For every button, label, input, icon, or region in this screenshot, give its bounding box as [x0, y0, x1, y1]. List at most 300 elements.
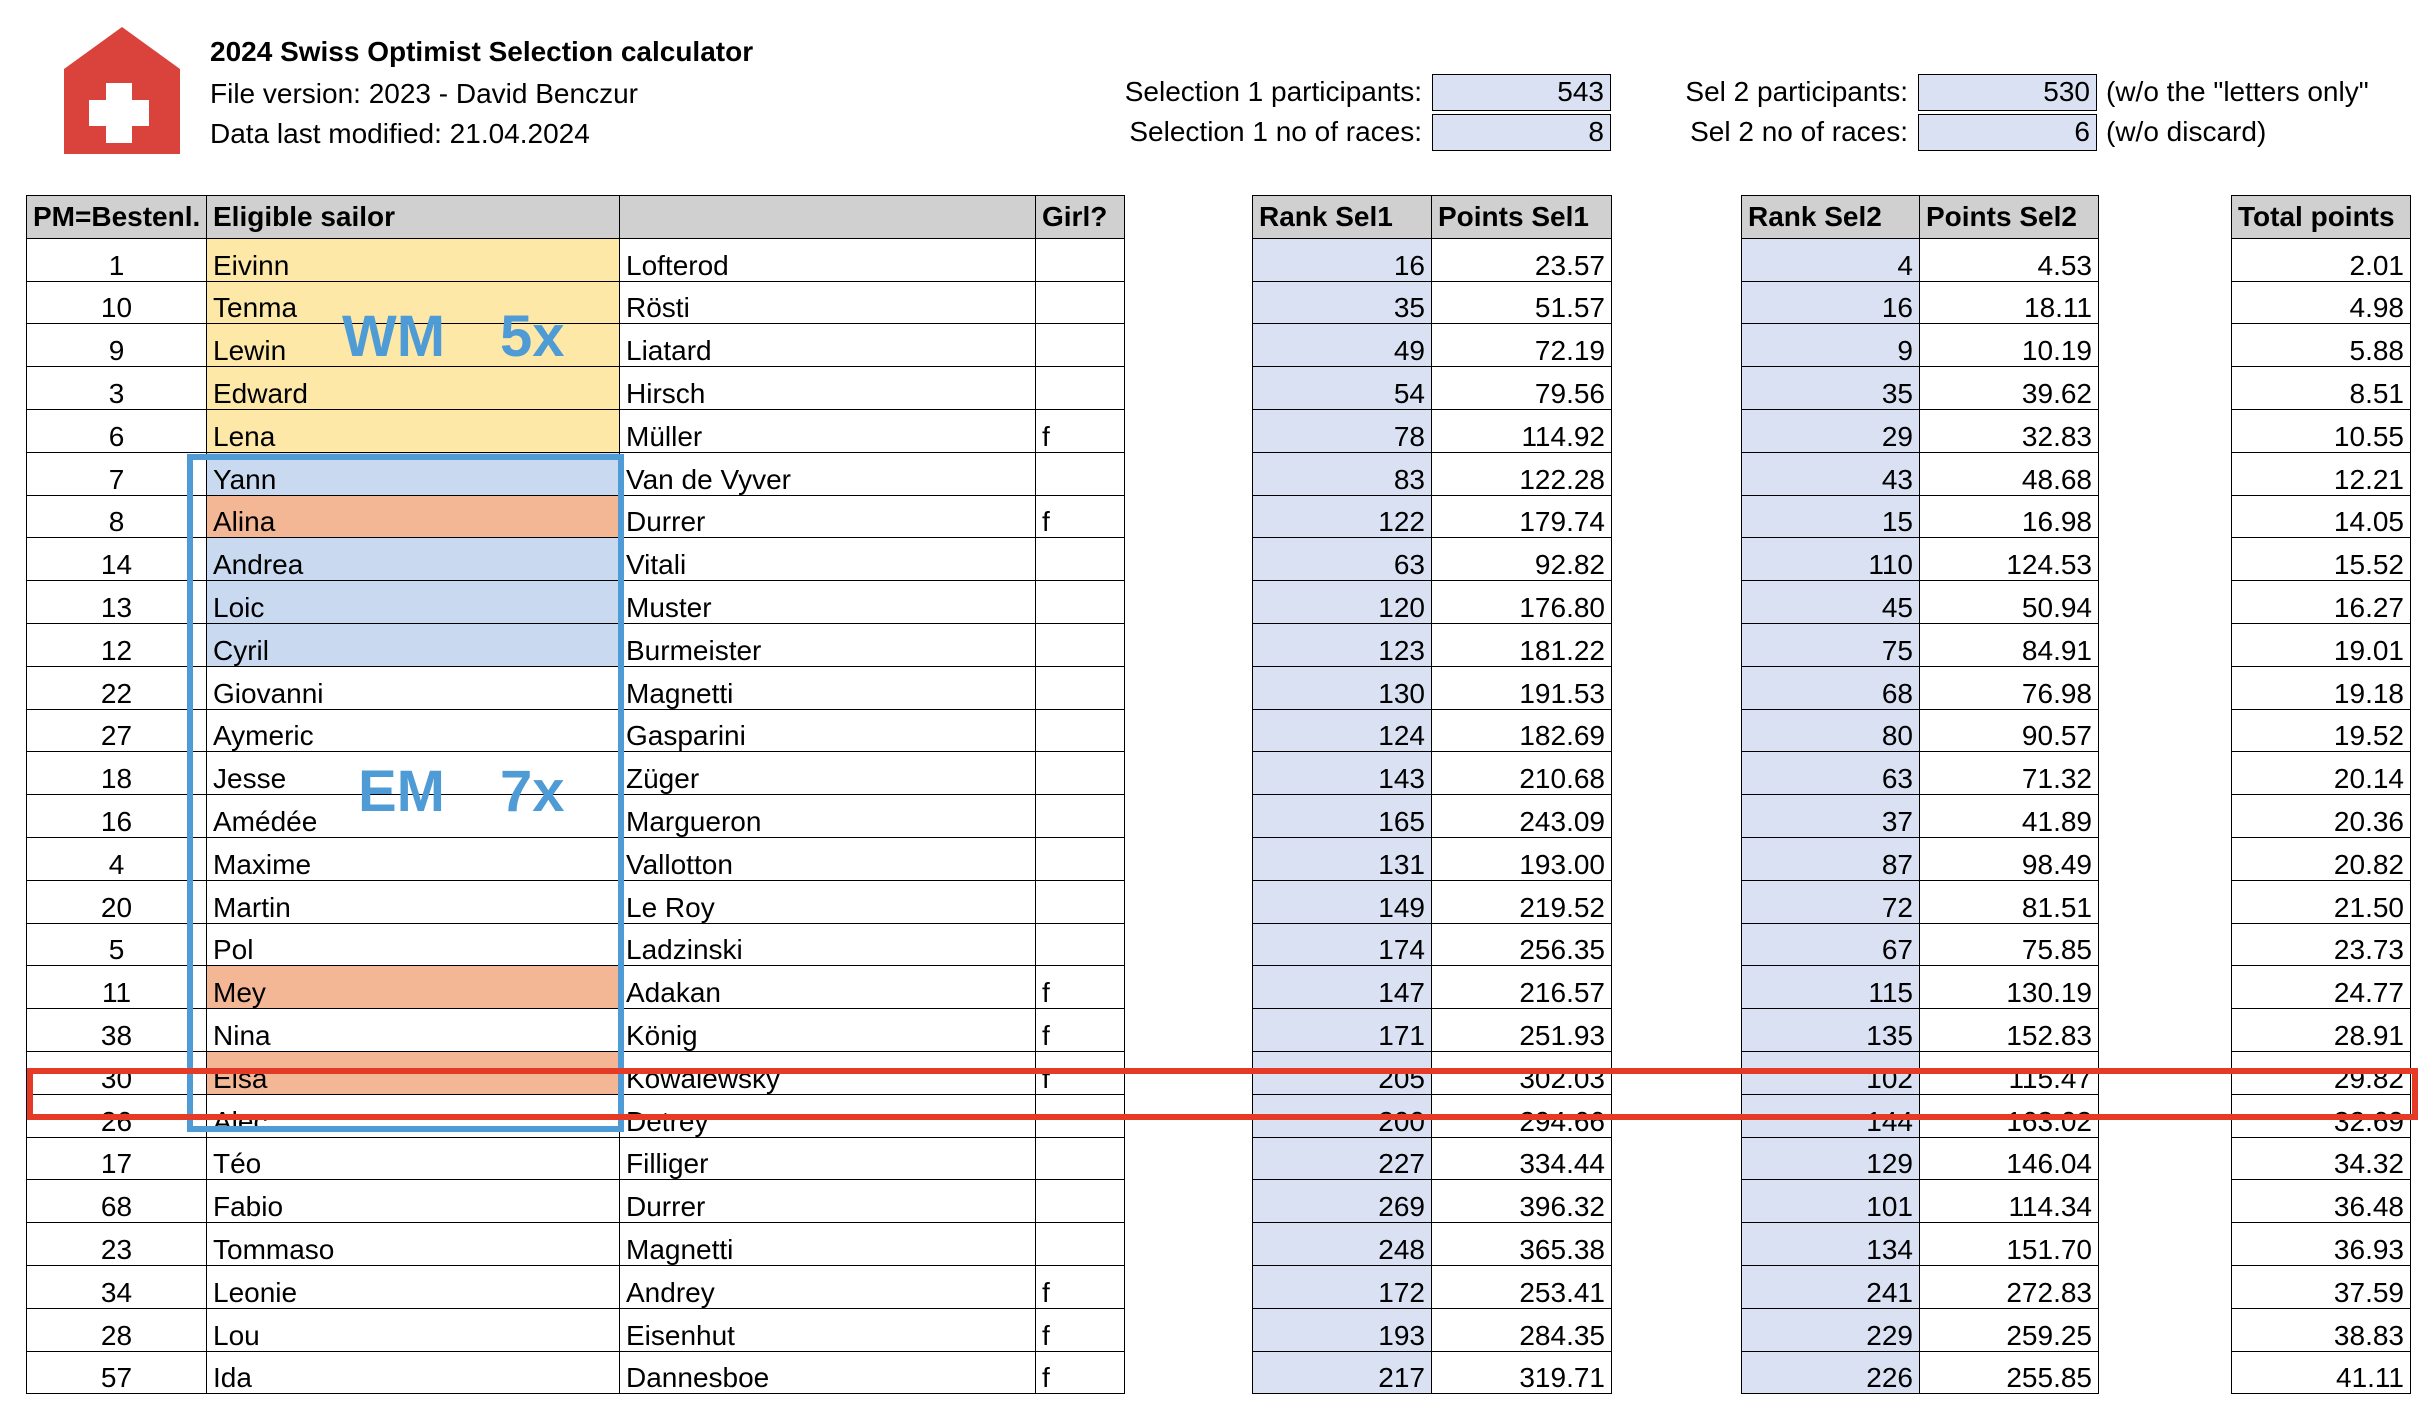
girl-cell[interactable] — [1036, 752, 1125, 795]
last-name-cell[interactable]: Andrey — [620, 1265, 1036, 1308]
points-sel2-cell[interactable]: 152.83 — [1920, 1009, 2099, 1052]
girl-cell[interactable] — [1036, 324, 1125, 367]
first-name-cell[interactable]: Yann — [207, 452, 620, 495]
total-points-cell[interactable]: 21.50 — [2232, 880, 2411, 923]
last-name-cell[interactable]: Magnetti — [620, 1223, 1036, 1266]
first-name-cell[interactable]: Martin — [207, 880, 620, 923]
girl-cell[interactable] — [1036, 880, 1125, 923]
girl-cell[interactable] — [1036, 923, 1125, 966]
total-points-cell[interactable]: 28.91 — [2232, 1009, 2411, 1052]
sel2-participants-label: Sel 2 participants: — [1685, 76, 1908, 107]
table-row — [1253, 923, 1612, 966]
rank-sel1-cell[interactable]: 131 — [1253, 837, 1432, 880]
points-sel2-cell[interactable]: 39.62 — [1920, 367, 2099, 410]
girl-cell[interactable]: f — [1036, 1308, 1125, 1351]
first-name-cell[interactable]: Maxime — [207, 837, 620, 880]
points-sel1-cell[interactable]: 365.38 — [1432, 1223, 1612, 1266]
header-points-sel1[interactable]: Points Sel1 — [1432, 196, 1612, 239]
last-name-cell[interactable]: Durrer — [620, 1180, 1036, 1223]
girl-cell[interactable] — [1036, 1180, 1125, 1223]
last-name-cell[interactable]: Vallotton — [620, 837, 1036, 880]
rank-sel2-cell[interactable]: 29 — [1742, 409, 1920, 452]
rank-sel2-cell[interactable]: 129 — [1742, 1137, 1920, 1180]
rank-sel1-cell[interactable]: 147 — [1253, 966, 1432, 1009]
total-points-cell[interactable]: 19.52 — [2232, 709, 2411, 752]
total-points-cell[interactable]: 29.82 — [2232, 1051, 2411, 1094]
points-sel2-cell[interactable]: 98.49 — [1920, 837, 2099, 880]
girl-cell[interactable]: f — [1036, 966, 1125, 1009]
table-row — [2232, 623, 2411, 666]
pm-cell[interactable]: 18 — [27, 752, 207, 795]
girl-cell[interactable] — [1036, 581, 1125, 624]
header-points-sel2[interactable]: Points Sel2 — [1920, 196, 2099, 239]
table-row — [2232, 837, 2411, 880]
last-name-cell[interactable]: Liatard — [620, 324, 1036, 367]
points-sel2-cell[interactable]: 76.98 — [1920, 666, 2099, 709]
pm-cell[interactable]: 10 — [27, 281, 207, 324]
first-name-cell[interactable]: Mey — [207, 966, 620, 1009]
pm-cell[interactable]: 27 — [27, 709, 207, 752]
table-row — [27, 367, 1125, 410]
points-sel2-cell[interactable]: 114.34 — [1920, 1180, 2099, 1223]
points-sel1-cell[interactable]: 182.69 — [1432, 709, 1612, 752]
rank-sel1-cell[interactable]: 16 — [1253, 238, 1432, 281]
pm-cell[interactable]: 8 — [27, 495, 207, 538]
rank-sel2-cell[interactable]: 9 — [1742, 324, 1920, 367]
pm-cell[interactable]: 5 — [27, 923, 207, 966]
points-sel2-cell[interactable]: 16.98 — [1920, 495, 2099, 538]
points-sel1-cell[interactable]: 319.71 — [1432, 1351, 1612, 1394]
points-sel2-cell[interactable]: 255.85 — [1920, 1351, 2099, 1394]
first-name-cell[interactable]: Téo — [207, 1137, 620, 1180]
table-row — [1742, 324, 2099, 367]
points-sel1-cell[interactable]: 210.68 — [1432, 752, 1612, 795]
rank-sel2-cell[interactable]: 63 — [1742, 752, 1920, 795]
table-row — [1742, 452, 2099, 495]
last-name-cell[interactable]: König — [620, 1009, 1036, 1052]
points-sel2-cell[interactable]: 32.83 — [1920, 409, 2099, 452]
girl-cell[interactable]: f — [1036, 409, 1125, 452]
table-row — [2232, 495, 2411, 538]
last-name-cell[interactable]: Müller — [620, 409, 1036, 452]
points-sel2-cell[interactable]: 4.53 — [1920, 238, 2099, 281]
rank-sel2-cell[interactable]: 37 — [1742, 795, 1920, 838]
first-name-cell[interactable]: Pol — [207, 923, 620, 966]
rank-sel1-cell[interactable]: 35 — [1253, 281, 1432, 324]
first-name-cell[interactable]: Aymeric — [207, 709, 620, 752]
table-row — [1742, 538, 2099, 581]
points-sel2-cell[interactable]: 124.53 — [1920, 538, 2099, 581]
pm-cell[interactable]: 12 — [27, 623, 207, 666]
rank-sel2-cell[interactable]: 115 — [1742, 966, 1920, 1009]
points-sel1-cell[interactable]: 72.19 — [1432, 324, 1612, 367]
first-name-cell[interactable]: Eivinn — [207, 238, 620, 281]
pm-cell[interactable]: 38 — [27, 1009, 207, 1052]
points-sel2-cell[interactable]: 18.11 — [1920, 281, 2099, 324]
rank-sel1-cell[interactable]: 120 — [1253, 581, 1432, 624]
total-points-cell[interactable]: 34.32 — [2232, 1137, 2411, 1180]
last-name-cell[interactable]: Gasparini — [620, 709, 1036, 752]
table-row — [2232, 324, 2411, 367]
rank-sel2-cell[interactable]: 110 — [1742, 538, 1920, 581]
first-name-cell[interactable]: Nina — [207, 1009, 620, 1052]
rank-sel2-cell[interactable]: 241 — [1742, 1265, 1920, 1308]
rank-sel1-cell[interactable]: 122 — [1253, 495, 1432, 538]
girl-cell[interactable] — [1036, 1137, 1125, 1180]
points-sel1-cell[interactable]: 334.44 — [1432, 1137, 1612, 1180]
rank-sel2-cell[interactable]: 144 — [1742, 1094, 1920, 1137]
rank-sel2-cell[interactable]: 43 — [1742, 452, 1920, 495]
first-name-cell[interactable]: Amédée — [207, 795, 620, 838]
total-points-cell[interactable]: 36.93 — [2232, 1223, 2411, 1266]
pm-cell[interactable]: 6 — [27, 409, 207, 452]
last-name-cell[interactable]: Durrer — [620, 495, 1036, 538]
points-sel2-cell[interactable]: 75.85 — [1920, 923, 2099, 966]
rank-sel1-cell[interactable]: 172 — [1253, 1265, 1432, 1308]
rank-sel1-cell[interactable]: 193 — [1253, 1308, 1432, 1351]
points-sel1-cell[interactable]: 191.53 — [1432, 666, 1612, 709]
rank-sel2-cell[interactable]: 68 — [1742, 666, 1920, 709]
rank-sel2-cell[interactable]: 45 — [1742, 581, 1920, 624]
girl-cell[interactable]: f — [1036, 1009, 1125, 1052]
points-sel2-cell[interactable]: 259.25 — [1920, 1308, 2099, 1351]
table-row — [2232, 367, 2411, 410]
rank-sel1-cell[interactable]: 78 — [1253, 409, 1432, 452]
table-row — [27, 1308, 1125, 1351]
girl-cell[interactable] — [1036, 1223, 1125, 1266]
girl-cell[interactable]: f — [1036, 1265, 1125, 1308]
last-name-cell[interactable]: Ladzinski — [620, 923, 1036, 966]
points-sel2-cell[interactable]: 272.83 — [1920, 1265, 2099, 1308]
header-eligible-sailor[interactable]: Eligible sailor — [207, 196, 620, 239]
rank-sel1-cell[interactable]: 123 — [1253, 623, 1432, 666]
last-name-cell[interactable]: Detrey — [620, 1094, 1036, 1137]
rank-sel2-cell[interactable]: 87 — [1742, 837, 1920, 880]
points-sel1-cell[interactable]: 179.74 — [1432, 495, 1612, 538]
points-sel2-cell[interactable]: 146.04 — [1920, 1137, 2099, 1180]
total-points-cell[interactable]: 8.51 — [2232, 367, 2411, 410]
points-sel2-cell[interactable]: 48.68 — [1920, 452, 2099, 495]
last-name-cell[interactable]: Dannesboe — [620, 1351, 1036, 1394]
header-rank-sel1[interactable]: Rank Sel1 — [1253, 196, 1432, 239]
first-name-cell[interactable]: Lena — [207, 409, 620, 452]
total-points-cell[interactable]: 16.27 — [2232, 581, 2411, 624]
table-row — [1742, 666, 2099, 709]
pm-cell[interactable]: 9 — [27, 324, 207, 367]
girl-cell[interactable] — [1036, 538, 1125, 581]
first-name-cell[interactable]: Cyril — [207, 623, 620, 666]
table-row — [2232, 1223, 2411, 1266]
wm-count-annotation: 5x — [500, 304, 565, 369]
table-row — [1742, 837, 2099, 880]
points-sel1-cell[interactable]: 219.52 — [1432, 880, 1612, 923]
sel2-participants-note: (w/o the "letters only" — [2106, 76, 2369, 107]
pm-cell[interactable]: 16 — [27, 795, 207, 838]
last-name-cell[interactable]: Magnetti — [620, 666, 1036, 709]
rank-sel2-cell[interactable]: 35 — [1742, 367, 1920, 410]
rank-sel2-cell[interactable]: 102 — [1742, 1051, 1920, 1094]
rank-sel1-cell[interactable]: 200 — [1253, 1094, 1432, 1137]
points-sel1-cell[interactable]: 92.82 — [1432, 538, 1612, 581]
pm-cell[interactable]: 14 — [27, 538, 207, 581]
girl-cell[interactable]: f — [1036, 1051, 1125, 1094]
first-name-cell[interactable]: Alec — [207, 1094, 620, 1137]
rank-sel1-cell[interactable]: 54 — [1253, 367, 1432, 410]
sel1-races-value[interactable]: 8 — [1432, 114, 1611, 151]
points-sel1-cell[interactable]: 396.32 — [1432, 1180, 1612, 1223]
total-points-cell[interactable]: 32.69 — [2232, 1094, 2411, 1137]
header-total-points[interactable]: Total points — [2232, 196, 2411, 239]
sel2-races-note: (w/o discard) — [2106, 116, 2267, 147]
rank-sel1-cell[interactable]: 165 — [1253, 795, 1432, 838]
first-name-cell[interactable]: Leonie — [207, 1265, 620, 1308]
points-sel2-cell[interactable]: 41.89 — [1920, 795, 2099, 838]
last-name-cell[interactable]: Vitali — [620, 538, 1036, 581]
rank-sel1-cell[interactable]: 49 — [1253, 324, 1432, 367]
first-name-cell[interactable]: Andrea — [207, 538, 620, 581]
table-row — [1742, 1308, 2099, 1351]
em-count-annotation: 7x — [500, 759, 565, 824]
first-name-cell[interactable]: Ida — [207, 1351, 620, 1394]
girl-cell[interactable] — [1036, 795, 1125, 838]
table-row — [1742, 795, 2099, 838]
rank-sel2-cell[interactable]: 4 — [1742, 238, 1920, 281]
table-row — [1253, 452, 1612, 495]
sel1-participants-value[interactable]: 543 — [1432, 74, 1611, 111]
first-name-cell[interactable]: Edward — [207, 367, 620, 410]
rank-sel2-cell[interactable]: 80 — [1742, 709, 1920, 752]
sel2-races-value[interactable]: 6 — [1918, 114, 2097, 151]
total-points-cell[interactable]: 4.98 — [2232, 281, 2411, 324]
points-sel2-cell[interactable]: 130.19 — [1920, 966, 2099, 1009]
pm-cell[interactable]: 7 — [27, 452, 207, 495]
table-row — [1742, 880, 2099, 923]
last-name-cell[interactable]: Burmeister — [620, 623, 1036, 666]
points-sel1-cell[interactable]: 251.93 — [1432, 1009, 1612, 1052]
girl-cell[interactable] — [1036, 238, 1125, 281]
pm-cell[interactable]: 28 — [27, 1308, 207, 1351]
last-name-cell[interactable]: Le Roy — [620, 880, 1036, 923]
rank-sel1-cell[interactable]: 130 — [1253, 666, 1432, 709]
rank-sel1-cell[interactable]: 149 — [1253, 880, 1432, 923]
total-points-cell[interactable]: 19.18 — [2232, 666, 2411, 709]
total-points-cell[interactable]: 19.01 — [2232, 623, 2411, 666]
total-points-cell[interactable]: 10.55 — [2232, 409, 2411, 452]
table-row — [1253, 538, 1612, 581]
pm-cell[interactable]: 3 — [27, 367, 207, 410]
last-name-cell[interactable]: Lofterod — [620, 238, 1036, 281]
rank-sel1-cell[interactable]: 124 — [1253, 709, 1432, 752]
total-points-cell[interactable]: 20.36 — [2232, 795, 2411, 838]
points-sel2-cell[interactable]: 90.57 — [1920, 709, 2099, 752]
table-row — [1742, 367, 2099, 410]
rank-sel1-cell[interactable]: 248 — [1253, 1223, 1432, 1266]
table-row — [27, 238, 1125, 281]
girl-cell[interactable] — [1036, 281, 1125, 324]
points-sel1-cell[interactable]: 243.09 — [1432, 795, 1612, 838]
last-name-cell[interactable]: Adakan — [620, 966, 1036, 1009]
first-name-cell[interactable]: Elsa — [207, 1051, 620, 1094]
points-sel2-cell[interactable]: 71.32 — [1920, 752, 2099, 795]
rank-sel1-cell[interactable]: 83 — [1253, 452, 1432, 495]
table-row — [1253, 837, 1612, 880]
points-sel1-cell[interactable]: 284.35 — [1432, 1308, 1612, 1351]
table-row — [2232, 923, 2411, 966]
rank-sel1-cell[interactable]: 217 — [1253, 1351, 1432, 1394]
points-sel1-cell[interactable]: 79.56 — [1432, 367, 1612, 410]
table-row — [2232, 1308, 2411, 1351]
rank-sel2-cell[interactable]: 226 — [1742, 1351, 1920, 1394]
rank-sel2-cell[interactable]: 135 — [1742, 1009, 1920, 1052]
points-sel2-cell[interactable]: 50.94 — [1920, 581, 2099, 624]
points-sel1-cell[interactable]: 181.22 — [1432, 623, 1612, 666]
points-sel1-cell[interactable]: 216.57 — [1432, 966, 1612, 1009]
table-row — [2232, 1265, 2411, 1308]
pm-cell[interactable]: 4 — [27, 837, 207, 880]
girl-cell[interactable] — [1036, 837, 1125, 880]
girl-cell[interactable] — [1036, 452, 1125, 495]
girl-cell[interactable]: f — [1036, 1351, 1125, 1394]
header-girl[interactable]: Girl? — [1036, 196, 1125, 239]
header-pm[interactable]: PM=Bestenl. — [27, 196, 207, 239]
points-sel1-cell[interactable]: 253.41 — [1432, 1265, 1612, 1308]
last-name-cell[interactable]: Züger — [620, 752, 1036, 795]
first-name-cell[interactable]: Alina — [207, 495, 620, 538]
header-lastname[interactable] — [620, 196, 1036, 239]
table-row — [2232, 238, 2411, 281]
table-row — [2232, 880, 2411, 923]
sel2-participants-value[interactable]: 530 — [1918, 74, 2097, 111]
points-sel1-cell[interactable]: 302.03 — [1432, 1051, 1612, 1094]
table-row — [1742, 238, 2099, 281]
header-rank-sel2[interactable]: Rank Sel2 — [1742, 196, 1920, 239]
points-sel2-cell[interactable]: 81.51 — [1920, 880, 2099, 923]
pm-cell[interactable]: 13 — [27, 581, 207, 624]
pm-cell[interactable]: 1 — [27, 238, 207, 281]
points-sel1-cell[interactable]: 176.80 — [1432, 581, 1612, 624]
total-points-cell[interactable]: 20.14 — [2232, 752, 2411, 795]
total-points-cell[interactable]: 41.11 — [2232, 1351, 2411, 1394]
pm-cell[interactable]: 26 — [27, 1094, 207, 1137]
rank-sel2-cell[interactable]: 101 — [1742, 1180, 1920, 1223]
table-row — [27, 281, 1125, 324]
rank-sel1-cell[interactable]: 227 — [1253, 1137, 1432, 1180]
last-name-cell[interactable]: Rösti — [620, 281, 1036, 324]
rank-sel1-cell[interactable]: 143 — [1253, 752, 1432, 795]
table-row — [27, 1137, 1125, 1180]
rank-sel2-cell[interactable]: 16 — [1742, 281, 1920, 324]
girl-cell[interactable] — [1036, 623, 1125, 666]
first-name-cell[interactable]: Jesse — [207, 752, 620, 795]
total-points-cell[interactable]: 38.83 — [2232, 1308, 2411, 1351]
total-points-cell[interactable]: 14.05 — [2232, 495, 2411, 538]
rank-sel2-cell[interactable]: 15 — [1742, 495, 1920, 538]
points-sel2-cell[interactable]: 84.91 — [1920, 623, 2099, 666]
girl-cell[interactable]: f — [1036, 495, 1125, 538]
points-sel2-cell[interactable]: 163.02 — [1920, 1094, 2099, 1137]
points-sel1-cell[interactable]: 114.92 — [1432, 409, 1612, 452]
first-name-cell[interactable]: Tommaso — [207, 1223, 620, 1266]
last-name-cell[interactable]: Margueron — [620, 795, 1036, 838]
last-name-cell[interactable]: Eisenhut — [620, 1308, 1036, 1351]
rank-sel1-cell[interactable]: 171 — [1253, 1009, 1432, 1052]
girl-cell[interactable] — [1036, 709, 1125, 752]
total-points-cell[interactable]: 2.01 — [2232, 238, 2411, 281]
rank-sel2-cell[interactable]: 72 — [1742, 880, 1920, 923]
last-name-cell[interactable]: Van de Vyver — [620, 452, 1036, 495]
pm-cell[interactable]: 17 — [27, 1137, 207, 1180]
rank-sel1-cell[interactable]: 63 — [1253, 538, 1432, 581]
points-sel1-cell[interactable]: 256.35 — [1432, 923, 1612, 966]
table-row — [1742, 1137, 2099, 1180]
points-sel2-cell[interactable]: 115.47 — [1920, 1051, 2099, 1094]
total-points-cell[interactable]: 37.59 — [2232, 1265, 2411, 1308]
total-points-cell[interactable]: 5.88 — [2232, 324, 2411, 367]
first-name-cell[interactable]: Lewin — [207, 324, 620, 367]
pm-cell[interactable]: 68 — [27, 1180, 207, 1223]
points-sel1-cell[interactable]: 51.57 — [1432, 281, 1612, 324]
pm-cell[interactable]: 22 — [27, 666, 207, 709]
first-name-cell[interactable]: Tenma — [207, 281, 620, 324]
total-points-cell[interactable]: 20.82 — [2232, 837, 2411, 880]
selection2-table — [1741, 195, 2099, 1394]
pm-cell[interactable]: 11 — [27, 966, 207, 1009]
last-name-cell[interactable]: Kowalewsky — [620, 1051, 1036, 1094]
rank-sel2-cell[interactable]: 134 — [1742, 1223, 1920, 1266]
total-points-cell[interactable]: 15.52 — [2232, 538, 2411, 581]
last-name-cell[interactable]: Muster — [620, 581, 1036, 624]
last-name-cell[interactable]: Filliger — [620, 1137, 1036, 1180]
last-name-cell[interactable]: Hirsch — [620, 367, 1036, 410]
table-row — [1253, 367, 1612, 410]
total-points-cell[interactable]: 12.21 — [2232, 452, 2411, 495]
last-modified: Data last modified: 21.04.2024 — [210, 118, 590, 149]
table-row — [1253, 281, 1612, 324]
table-row — [2232, 452, 2411, 495]
table-row — [27, 1265, 1125, 1308]
points-sel1-cell[interactable]: 193.00 — [1432, 837, 1612, 880]
rank-sel2-cell[interactable]: 75 — [1742, 623, 1920, 666]
pm-cell[interactable]: 20 — [27, 880, 207, 923]
first-name-cell[interactable]: Giovanni — [207, 666, 620, 709]
rank-sel2-cell[interactable]: 67 — [1742, 923, 1920, 966]
points-sel1-cell[interactable]: 23.57 — [1432, 238, 1612, 281]
pm-cell[interactable]: 30 — [27, 1051, 207, 1094]
rank-sel2-cell[interactable]: 229 — [1742, 1308, 1920, 1351]
first-name-cell[interactable]: Fabio — [207, 1180, 620, 1223]
points-sel2-cell[interactable]: 151.70 — [1920, 1223, 2099, 1266]
rank-sel1-cell[interactable]: 205 — [1253, 1051, 1432, 1094]
rank-sel1-cell[interactable]: 269 — [1253, 1180, 1432, 1223]
total-points-cell[interactable]: 23.73 — [2232, 923, 2411, 966]
points-sel1-cell[interactable]: 122.28 — [1432, 452, 1612, 495]
total-points-cell[interactable]: 24.77 — [2232, 966, 2411, 1009]
rank-sel1-cell[interactable]: 174 — [1253, 923, 1432, 966]
pm-cell[interactable]: 34 — [27, 1265, 207, 1308]
girl-cell[interactable] — [1036, 666, 1125, 709]
pm-cell[interactable]: 23 — [27, 1223, 207, 1266]
pm-cell[interactable]: 57 — [27, 1351, 207, 1394]
points-sel1-cell[interactable]: 294.66 — [1432, 1094, 1612, 1137]
total-points-cell[interactable]: 36.48 — [2232, 1180, 2411, 1223]
table-row — [1253, 409, 1612, 452]
table-row — [1253, 1180, 1612, 1223]
girl-cell[interactable] — [1036, 367, 1125, 410]
points-sel2-cell[interactable]: 10.19 — [1920, 324, 2099, 367]
table-row — [2232, 666, 2411, 709]
first-name-cell[interactable]: Loic — [207, 581, 620, 624]
first-name-cell[interactable]: Lou — [207, 1308, 620, 1351]
